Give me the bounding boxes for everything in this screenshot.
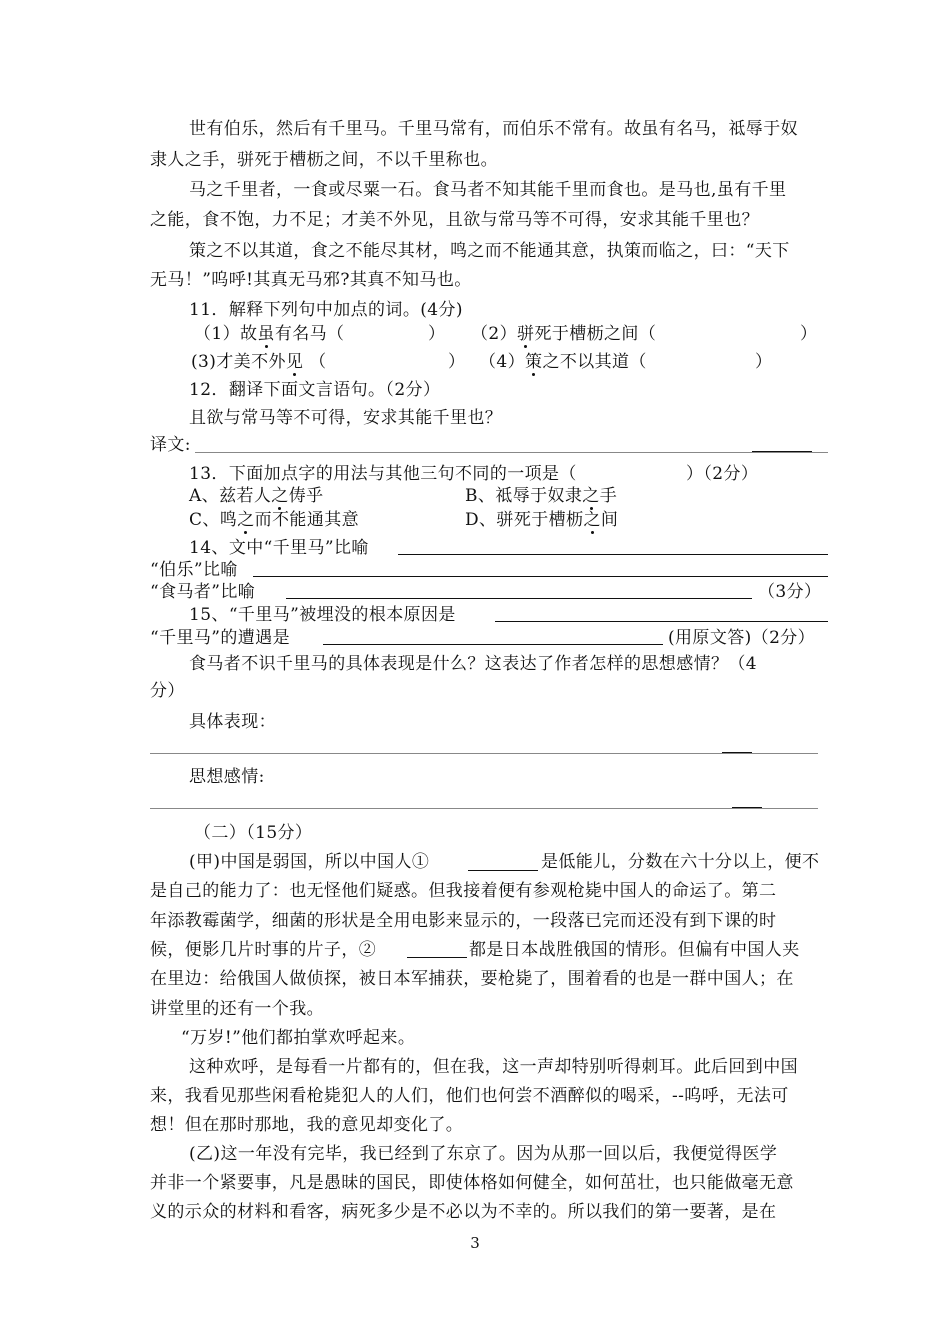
q13-option-c: C、鸣之而不能通其意 xyxy=(189,510,360,530)
q13-stem-close: ）（2分） xyxy=(686,464,759,484)
part2-jia-line6: 讲堂里的还有一个我。 xyxy=(150,999,324,1019)
dotted-char: 之 xyxy=(271,486,289,506)
q16-stem-line1: 食马者不识千里马的具体表现是什么？这表达了作者怎样的思想感情？（4 xyxy=(189,654,758,674)
answer-line[interactable] xyxy=(398,554,828,555)
q14-score: （3分） xyxy=(758,582,822,602)
q11-item-3-close: ） xyxy=(448,352,466,372)
q15-line1-label: 15、“千里马”被埋没的根本原因是 xyxy=(189,605,456,625)
passage-p2-line2: 之能，食不饱，力不足；才美不外见，且欲与常马等不可得，安求其能千里也？ xyxy=(150,210,759,230)
dotted-char: 虽 xyxy=(257,324,275,344)
answer-line-mark xyxy=(732,807,762,808)
q11-item-2-close: ） xyxy=(800,324,818,344)
dotted-char: 骈 xyxy=(517,324,535,344)
answer-line[interactable] xyxy=(323,644,663,645)
dotted-char: 之 xyxy=(582,486,600,506)
page-number: 3 xyxy=(470,1234,480,1252)
answer-line[interactable] xyxy=(286,598,752,599)
q16-label-feeling: 思想感情: xyxy=(189,767,265,787)
q13-option-d: D、骈死于槽枥之间 xyxy=(465,510,619,530)
answer-line[interactable] xyxy=(150,808,818,809)
dotted-char: 见 xyxy=(285,352,304,372)
part2-yi-line2: 并非一个紧要事，凡是愚昧的国民，即使体格如何健全，如何茁壮，也只能做毫无意 xyxy=(150,1173,794,1193)
q11-item-3: (3)才美不外见 （ xyxy=(191,352,327,372)
answer-line-mark xyxy=(722,752,752,753)
passage-p3-line2: 无马！”呜呼!其真无马邪?其真不知马也。 xyxy=(150,270,472,290)
dotted-char: 之 xyxy=(583,510,601,530)
q15-line2-tail: (用原文答)（2分） xyxy=(668,628,816,648)
part2-heading: （二）（15分） xyxy=(194,823,313,843)
passage-p2-line1: 马之千里者，一食或尽粟一石。食马者不知其能千里而食也。是马也,虽有千里 xyxy=(189,180,787,200)
part2-jia-line4a: 候，便影几片时事的片子，② xyxy=(150,940,377,960)
part2-jia-para2: “万岁!”他们都拍掌欢呼起来。 xyxy=(181,1028,416,1048)
q11-stem: 11．解释下列句中加点的词。(4分) xyxy=(189,300,463,320)
part2-jia-line1a: (甲)中国是弱国，所以中国人① xyxy=(189,852,430,872)
part2-jia-line1b: 是低能儿，分数在六十分以上，便不 xyxy=(541,852,820,872)
q11-item-4-close: ） xyxy=(755,352,773,372)
q13-stem: 13．下面加点字的用法与其他三句不同的一项是（ xyxy=(189,464,577,484)
answer-line-mark xyxy=(752,451,812,452)
part2-jia-line2: 是自己的能力了：也无怪他们疑惑。但我接着便有参观枪毙中国人的命运了。第二 xyxy=(150,881,777,901)
q12-label: 译文: xyxy=(150,435,191,455)
q11-item-1: （1）故虽有名马（ xyxy=(194,324,345,344)
answer-line[interactable] xyxy=(195,452,828,453)
q14-line2-label: “伯乐”比喻 xyxy=(150,560,238,580)
part2-jia-para3-line2: 来，我看见那些闲看枪毙犯人的人们，他们也何尝不酒醉似的喝采，--呜呼，无法可 xyxy=(150,1086,789,1106)
passage-p1-line2: 隶人之手，骈死于槽枥之间，不以千里称也。 xyxy=(150,150,498,170)
answer-line[interactable] xyxy=(253,576,828,577)
answer-line[interactable] xyxy=(495,621,828,622)
part2-yi-line1: (乙)这一年没有完毕，我已经到了东京了。因为从那一回以后，我便觉得医学 xyxy=(189,1144,778,1164)
q13-option-a: A、兹若人之俦乎 xyxy=(189,486,324,506)
dotted-char: 策 xyxy=(525,352,543,372)
passage-p3-line1: 策之不以其道，食之不能尽其材，鸣之而不能通其意，执策而临之，曰：“天下 xyxy=(189,241,790,261)
answer-line[interactable] xyxy=(150,753,818,754)
q13-option-b: B、祗辱于奴隶之手 xyxy=(465,486,618,506)
part2-jia-line4b: 都是日本战胜俄国的情形。但偏有中国人夹 xyxy=(469,940,800,960)
q12-stem: 12．翻译下面文言语句。（2分） xyxy=(189,380,441,400)
q14-line1-label: 14、文中“千里马”比喻 xyxy=(189,538,369,558)
part2-jia-para3-line3: 想！但在那时那地，我的意见却变化了。 xyxy=(150,1115,464,1135)
q12-sentence: 且欲与常马等不可得，安求其能千里也？ xyxy=(189,408,503,428)
part2-jia-line5: 在里边：给俄国人做侦探，被日本军捕获，要枪毙了，围着看的也是一群中国人；在 xyxy=(150,969,794,989)
passage-p1-line1: 世有伯乐，然后有千里马。千里马常有，而伯乐不常有。故虽有名马，祗辱于奴 xyxy=(189,119,798,139)
q15-line2-label: “千里马”的遭遇是 xyxy=(150,628,290,648)
blank-2[interactable] xyxy=(407,957,467,958)
dotted-char: 之 xyxy=(237,510,255,530)
part2-jia-para3-line1: 这种欢呼，是每看一片都有的，但在我，这一声却特别听得刺耳。此后回到中国 xyxy=(189,1057,798,1077)
part2-yi-line3: 义的示众的材料和看客，病死多少是不必以为不幸的。所以我们的第一要著，是在 xyxy=(150,1202,777,1222)
q14-line3-label: “食马者”比喻 xyxy=(150,582,256,602)
q16-label-performance: 具体表现： xyxy=(189,712,276,732)
blank-1[interactable] xyxy=(468,870,538,871)
part2-jia-line3: 年添教霉菌学，细菌的形状是全用电影来显示的，一段落已完而还没有到下课的时 xyxy=(150,911,777,931)
q11-item-2: （2）骈死于槽枥之间（ xyxy=(471,324,657,344)
q11-item-4: （4）策之不以其道（ xyxy=(479,352,647,372)
q16-stem-line2: 分） xyxy=(150,681,185,701)
q11-item-1-close: ） xyxy=(428,324,446,344)
